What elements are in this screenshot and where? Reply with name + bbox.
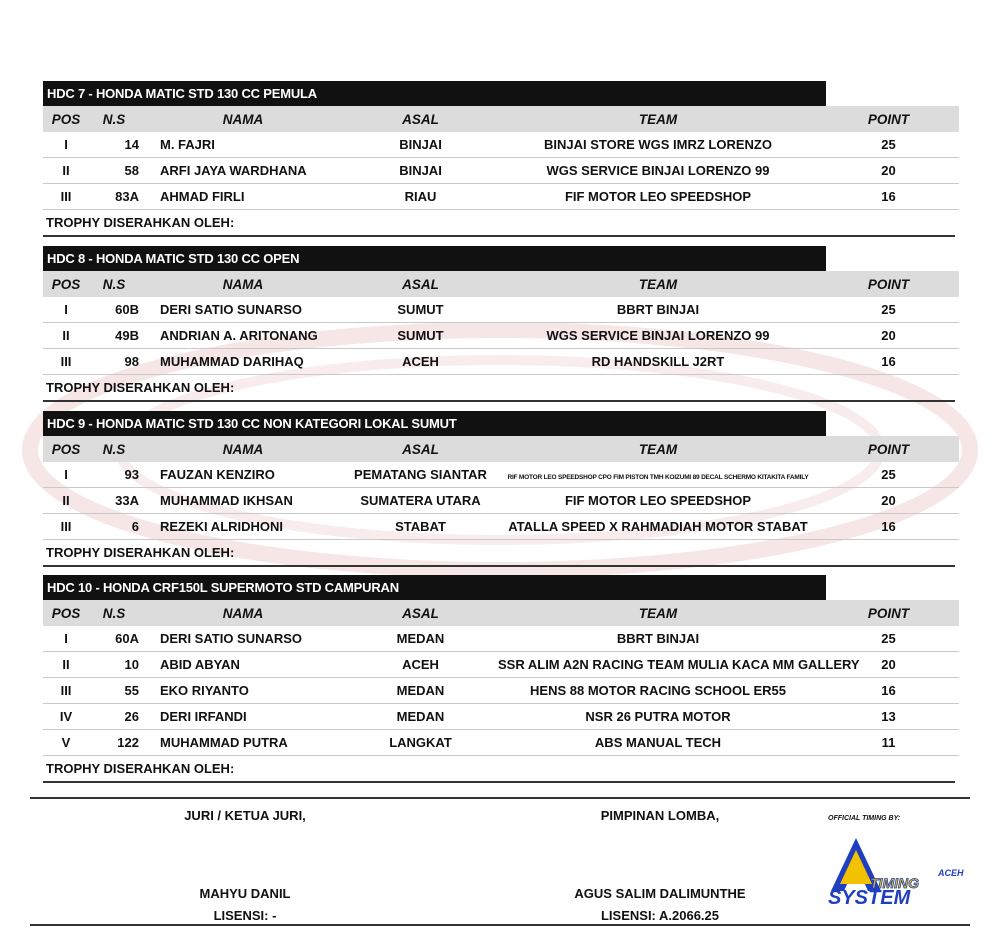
table-row xyxy=(43,158,959,184)
col-header-nama: NAMA xyxy=(143,271,343,297)
cell-team: FIF MOTOR LEO SPEEDSHOP xyxy=(498,184,818,210)
cell-ns: 98 xyxy=(89,349,143,375)
juri-license: LISENSI: - xyxy=(213,908,277,923)
cell-team: HENS 88 MOTOR RACING SCHOOL ER55 xyxy=(498,678,818,704)
class-title: HDC 7 - HONDA MATIC STD 130 CC PEMULA xyxy=(43,81,826,106)
table-row xyxy=(43,652,959,678)
pimpinan-license: LISENSI: A.2066.25 xyxy=(600,908,719,923)
table-row xyxy=(43,488,959,514)
results-table xyxy=(43,106,959,210)
cell-point: 25 xyxy=(818,626,959,652)
trophy-line: TROPHY DISERAHKAN OLEH: xyxy=(43,756,955,783)
class-section-2 xyxy=(43,411,955,567)
cell-point: 16 xyxy=(818,184,959,210)
cell-ns: 60A xyxy=(89,626,143,652)
cell-nama: MUHAMMAD DARIHAQ xyxy=(143,349,343,375)
class-section-0 xyxy=(43,81,955,237)
table-row xyxy=(43,514,959,540)
cell-point: 16 xyxy=(818,514,959,540)
trophy-line: TROPHY DISERAHKAN OLEH: xyxy=(43,540,955,567)
cell-team: WGS SERVICE BINJAI LORENZO 99 xyxy=(498,158,818,184)
trophy-line: TROPHY DISERAHKAN OLEH: xyxy=(43,210,955,237)
aceh-timing-system-logo xyxy=(826,836,964,909)
results-table xyxy=(43,436,959,540)
pimpinan-name: AGUS SALIM DALIMUNTHE xyxy=(574,886,746,901)
cell-nama: MUHAMMAD IKHSAN xyxy=(143,488,343,514)
table-row xyxy=(43,462,959,488)
col-header-team: TEAM xyxy=(498,436,818,462)
cell-team: NSR 26 PUTRA MOTOR xyxy=(498,704,818,730)
cell-asal: MEDAN xyxy=(343,678,498,704)
table-header-row xyxy=(43,600,959,626)
col-header-asal: ASAL xyxy=(343,106,498,132)
footer-bottom-line xyxy=(30,924,970,926)
cell-pos: IV xyxy=(43,704,89,730)
col-header-ns: N.S xyxy=(89,271,143,297)
cell-asal: BINJAI xyxy=(343,158,498,184)
col-header-ns: N.S xyxy=(89,600,143,626)
table-header-row xyxy=(43,271,959,297)
cell-team: WGS SERVICE BINJAI LORENZO 99 xyxy=(498,323,818,349)
cell-team-text: RIF MOTOR LEO SPEEDSHOP CPO FIM PISTON TMH KOIZUMI 89 DECAL SCHERMO KITAKITA FAMILY xyxy=(507,474,809,481)
table-row xyxy=(43,323,959,349)
cell-point: 25 xyxy=(818,297,959,323)
class-title: HDC 10 - HONDA CRF150L SUPERMOTO STD CAMPURAN xyxy=(43,575,826,600)
results-table xyxy=(43,600,959,756)
cell-ns: 49B xyxy=(89,323,143,349)
logo-aceh: ACEH xyxy=(938,868,964,878)
cell-nama: REZEKI ALRIDHONI xyxy=(143,514,343,540)
cell-pos: II xyxy=(43,323,89,349)
cell-asal: ACEH xyxy=(343,652,498,678)
cell-point: 20 xyxy=(818,158,959,184)
cell-point: 11 xyxy=(818,730,959,756)
col-header-point: POINT xyxy=(818,106,959,132)
cell-ns: 60B xyxy=(89,297,143,323)
cell-nama: DERI IRFANDI xyxy=(143,704,343,730)
cell-pos: I xyxy=(43,462,89,488)
cell-point: 25 xyxy=(818,132,959,158)
cell-pos: II xyxy=(43,488,89,514)
cell-nama: AHMAD FIRLI xyxy=(143,184,343,210)
col-header-nama: NAMA xyxy=(143,106,343,132)
col-header-pos: POS xyxy=(43,436,89,462)
cell-point: 20 xyxy=(818,488,959,514)
cell-ns: 6 xyxy=(89,514,143,540)
cell-asal: STABAT xyxy=(343,514,498,540)
cell-ns: 83A xyxy=(89,184,143,210)
cell-ns: 58 xyxy=(89,158,143,184)
cell-asal: ACEH xyxy=(343,349,498,375)
cell-point: 20 xyxy=(818,323,959,349)
table-header-row xyxy=(43,436,959,462)
cell-ns: 33A xyxy=(89,488,143,514)
table-row xyxy=(43,184,959,210)
cell-ns: 14 xyxy=(89,132,143,158)
cell-nama: DERI SATIO SUNARSO xyxy=(143,297,343,323)
footer-top-line xyxy=(30,797,970,799)
cell-asal: SUMUT xyxy=(343,323,498,349)
cell-asal: SUMATERA UTARA xyxy=(343,488,498,514)
cell-ns: 55 xyxy=(89,678,143,704)
col-header-team: TEAM xyxy=(498,271,818,297)
cell-ns: 93 xyxy=(89,462,143,488)
col-header-point: POINT xyxy=(818,600,959,626)
cell-nama: ANDRIAN A. ARITONANG xyxy=(143,323,343,349)
cell-pos: II xyxy=(43,652,89,678)
table-row xyxy=(43,730,959,756)
col-header-asal: ASAL xyxy=(343,600,498,626)
cell-team xyxy=(498,462,818,488)
cell-asal: RIAU xyxy=(343,184,498,210)
cell-pos: I xyxy=(43,297,89,323)
class-title: HDC 8 - HONDA MATIC STD 130 CC OPEN xyxy=(43,246,826,271)
cell-nama: FAUZAN KENZIRO xyxy=(143,462,343,488)
juri-name: MAHYU DANIL xyxy=(199,886,291,901)
cell-pos: V xyxy=(43,730,89,756)
cell-point: 16 xyxy=(818,678,959,704)
col-header-point: POINT xyxy=(818,271,959,297)
official-timing-label: OFFICIAL TIMING BY: xyxy=(828,815,901,822)
col-header-ns: N.S xyxy=(89,106,143,132)
cell-team: RD HANDSKILL J2RT xyxy=(498,349,818,375)
col-header-nama: NAMA xyxy=(143,600,343,626)
col-header-pos: POS xyxy=(43,271,89,297)
cell-team: BBRT BINJAI xyxy=(498,297,818,323)
trophy-line: TROPHY DISERAHKAN OLEH: xyxy=(43,375,955,402)
col-header-asal: ASAL xyxy=(343,436,498,462)
cell-pos: III xyxy=(43,349,89,375)
cell-pos: III xyxy=(43,678,89,704)
table-row xyxy=(43,132,959,158)
cell-asal: MEDAN xyxy=(343,704,498,730)
col-header-asal: ASAL xyxy=(343,271,498,297)
cell-pos: I xyxy=(43,132,89,158)
cell-nama: EKO RIYANTO xyxy=(143,678,343,704)
logo-system: SYSTEM xyxy=(828,887,911,909)
cell-point: 13 xyxy=(818,704,959,730)
col-header-nama: NAMA xyxy=(143,436,343,462)
cell-team: ATALLA SPEED X RAHMADIAH MOTOR STABAT xyxy=(498,514,818,540)
cell-ns: 10 xyxy=(89,652,143,678)
col-header-ns: N.S xyxy=(89,436,143,462)
cell-asal: SUMUT xyxy=(343,297,498,323)
cell-point: 16 xyxy=(818,349,959,375)
table-header-row xyxy=(43,106,959,132)
col-header-point: POINT xyxy=(818,436,959,462)
cell-pos: I xyxy=(43,626,89,652)
col-header-team: TEAM xyxy=(498,600,818,626)
pimpinan-title: PIMPINAN LOMBA, xyxy=(600,808,720,823)
col-header-pos: POS xyxy=(43,600,89,626)
cell-ns: 26 xyxy=(89,704,143,730)
cell-team: ABS MANUAL TECH xyxy=(498,730,818,756)
cell-team: FIF MOTOR LEO SPEEDSHOP xyxy=(498,488,818,514)
table-row xyxy=(43,704,959,730)
cell-team: BBRT BINJAI xyxy=(498,626,818,652)
table-row xyxy=(43,297,959,323)
class-title: HDC 9 - HONDA MATIC STD 130 CC NON KATEGORI LOKAL SUMUT xyxy=(43,411,826,436)
cell-ns: 122 xyxy=(89,730,143,756)
cell-pos: III xyxy=(43,514,89,540)
col-header-pos: POS xyxy=(43,106,89,132)
cell-nama: M. FAJRI xyxy=(143,132,343,158)
table-row xyxy=(43,626,959,652)
results-table xyxy=(43,271,959,375)
juri-title: JURI / KETUA JURI, xyxy=(184,808,306,823)
cell-point: 20 xyxy=(818,652,959,678)
table-row xyxy=(43,349,959,375)
cell-nama: ABID ABYAN xyxy=(143,652,343,678)
class-section-3 xyxy=(43,575,955,783)
cell-asal: PEMATANG SIANTAR xyxy=(343,462,498,488)
cell-pos: II xyxy=(43,158,89,184)
cell-nama: DERI SATIO SUNARSO xyxy=(143,626,343,652)
col-header-team: TEAM xyxy=(498,106,818,132)
cell-asal: LANGKAT xyxy=(343,730,498,756)
class-section-1 xyxy=(43,246,955,402)
cell-point: 25 xyxy=(818,462,959,488)
table-row xyxy=(43,678,959,704)
logo-timing: TIMING xyxy=(870,875,919,891)
cell-nama: MUHAMMAD PUTRA xyxy=(143,730,343,756)
cell-pos: III xyxy=(43,184,89,210)
cell-team: BINJAI STORE WGS IMRZ LORENZO xyxy=(498,132,818,158)
cell-nama: ARFI JAYA WARDHANA xyxy=(143,158,343,184)
cell-asal: BINJAI xyxy=(343,132,498,158)
cell-asal: MEDAN xyxy=(343,626,498,652)
cell-team: SSR ALIM A2N RACING TEAM MULIA KACA MM GALLERY xyxy=(498,652,818,678)
